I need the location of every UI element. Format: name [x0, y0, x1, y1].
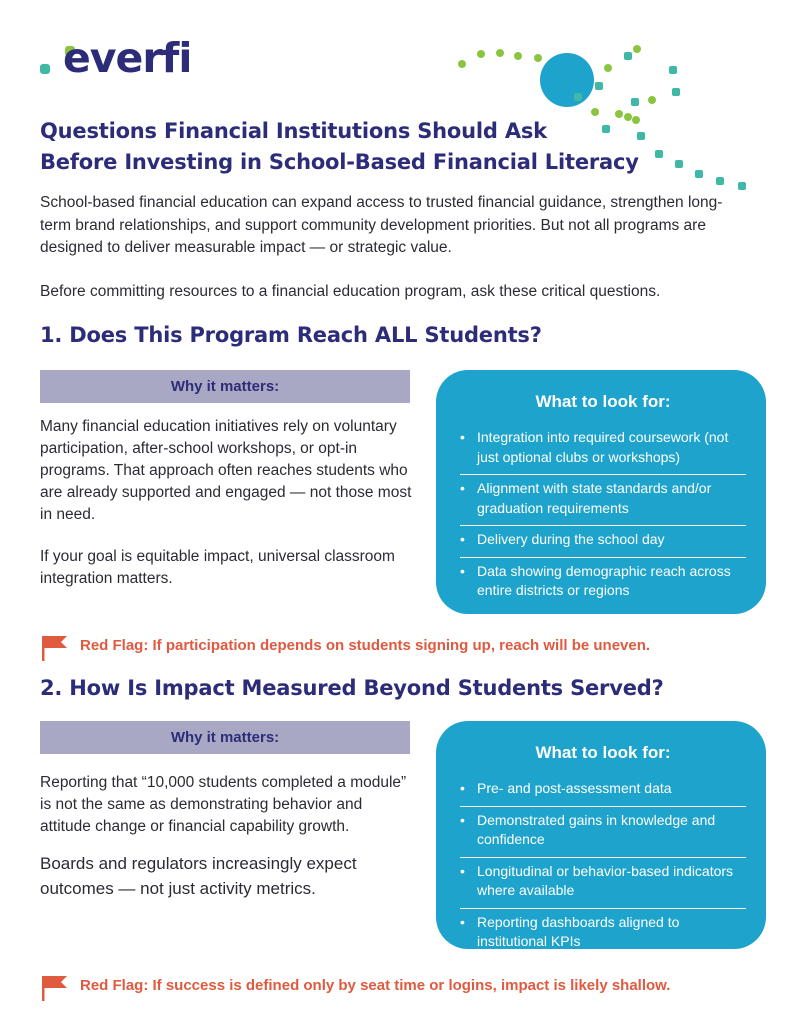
section-1-why-label: Why it matters:	[40, 370, 410, 403]
section-1-look-title: What to look for:	[535, 392, 671, 411]
section-2-heading: 2. How Is Impact Measured Beyond Students Served?	[40, 676, 664, 700]
section-1-look-item: • Data showing demographic reach across entire districts or regions	[460, 558, 746, 608]
section-1-look-item: • Integration into required coursework (not just optional clubs or workshops)	[460, 424, 746, 475]
logo-wordmark: everfi	[63, 34, 192, 82]
section-2-look-item: • Longitudinal or behavior-based indicators where available	[460, 858, 746, 909]
section-1-red-flag-text: Red Flag: If participation depends on students signing up, reach will be uneven.	[80, 637, 651, 654]
logo-dot-teal	[40, 64, 50, 74]
red-flag-icon	[40, 972, 70, 1002]
section-1-look-item: • Delivery during the school day	[460, 526, 746, 558]
intro-lead: Before committing resources to a financial education program, ask these critical questions.	[40, 283, 661, 300]
section-2-body-paragraph-1: Reporting that “10,000 students completed a module” is not the same as demonstrating behavior and attitude change or financial capability growth.	[40, 774, 407, 835]
section-1-body-paragraph-1: Many financial education initiatives rely on voluntary participation, after-school workshops, or opt-in programs. That approach often reaches students who are already supported and engaged — not those most in need.	[40, 418, 412, 523]
section-2-look-item: • Demonstrated gains in knowledge and confidence	[460, 807, 746, 858]
section-1-heading: 1. Does This Program Reach ALL Students?	[40, 323, 542, 347]
section-1-body-paragraph-2: If your goal is equitable impact, universal classroom integration matters.	[40, 548, 395, 587]
section-2-what-to-look-for	[436, 721, 766, 949]
section-2-red-flag	[40, 972, 760, 1002]
red-flag-icon	[40, 632, 70, 662]
page-title-line-2: Before Investing in School-Based Financial Literacy	[40, 150, 639, 174]
intro-paragraph: School-based financial education can expand access to trusted financial guidance, strengthen long-term brand relationships, and support community development priorities. But not all programs are designed to deliver measurable impact — or strategic value.	[40, 194, 723, 256]
section-2-look-title: What to look for:	[535, 743, 671, 762]
page-title	[40, 116, 680, 178]
everfi-logo	[40, 34, 192, 92]
section-2-look-item: • Reporting dashboards aligned to institutional KPIs	[460, 909, 746, 959]
section-1-red-flag	[40, 632, 760, 662]
section-2-look-item: • Pre- and post-assessment data	[460, 775, 746, 807]
section-1-look-item: • Alignment with state standards and/or graduation requirements	[460, 475, 746, 526]
section-2-why-label: Why it matters:	[40, 721, 410, 754]
page-title-line-1: Questions Financial Institutions Should Ask	[40, 119, 547, 143]
section-1-what-to-look-for	[436, 370, 766, 614]
section-2-body-paragraph-2: Boards and regulators increasingly expect outcomes — not just activity metrics.	[40, 854, 357, 898]
section-2-red-flag-text: Red Flag: If success is defined only by seat time or logins, impact is likely shallow.	[80, 977, 671, 994]
